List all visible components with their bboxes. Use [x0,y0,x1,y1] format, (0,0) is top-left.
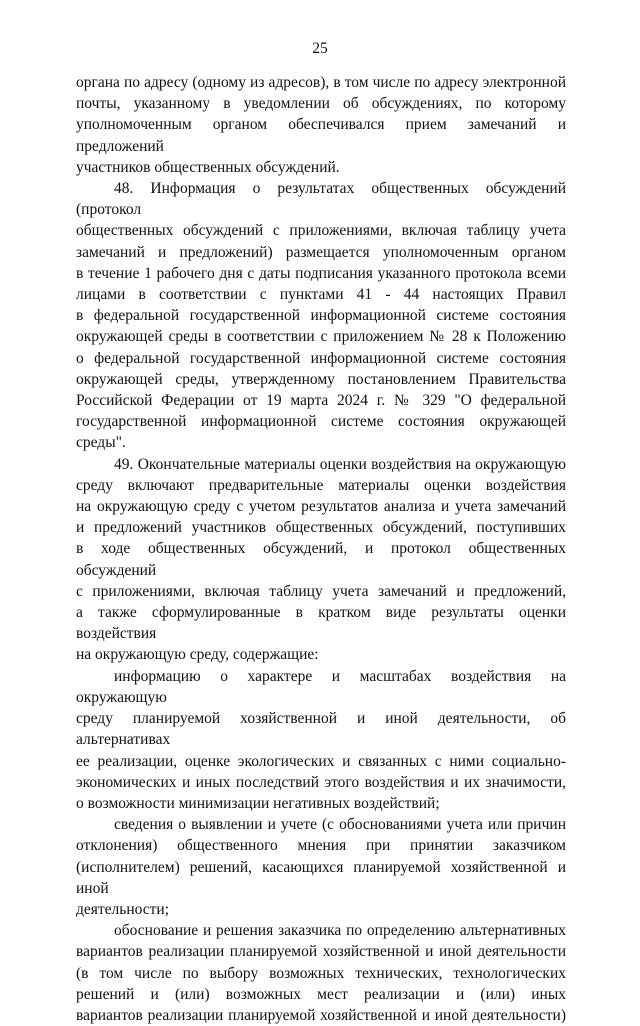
text-line: в федеральной государственной информационной системе состояния [76,307,566,325]
text-line: лицами в соответствии с пунктами 41 - 44 настоящих Правил [76,286,566,304]
text-line: государственной информационной системе состояния окружающей [76,413,566,431]
text-line: окружающей среды в соответствии с приложением № 28 к Положению [76,328,566,346]
document-body [76,72,566,1026]
text-line: решений и (или) возможных мест реализации и (или) иных [76,985,566,1003]
text-line: участников общественных обсуждений. [76,158,340,176]
text-line: вариантов реализации планируемой хозяйственной и иной деятельности [76,943,566,961]
text-line: 48. Информация о результатах общественных обсуждений (протокол [76,180,566,219]
text-line: отклонения) общественного мнения при принятии заказчиком [76,837,566,855]
text-line: Российской Федерации от 19 марта 2024 г. № 329 "О федеральной [76,392,566,410]
text-line: сведения о выявлении и учете (с обоснованиями учета или причин [114,816,566,834]
text-line: уполномоченным органом обеспечивался прием замечаний и предложений [76,116,566,155]
text-line: (в том числе по выбору возможных технических, технологических [76,964,566,982]
text-line: органа по адресу (одному из адресов), в том числе по адресу электронной [76,74,566,91]
text-line: среду планируемой хозяйственной и иной деятельности, об альтернативах [76,710,566,749]
text-line: о возможности минимизации негативных воздействий; [76,794,440,812]
text-line: (исполнителем) решений, касающихся планируемой хозяйственной и иной [76,858,566,897]
text-line: общественных обсуждений с приложениями, включая таблицу учета [76,222,566,240]
text-line: и предложений участников общественных обсуждений, поступивших [76,519,566,537]
text-line: на окружающую среду, содержащие: [76,646,319,664]
text-line: 49. Окончательные материалы оценки воздействия на окружающую [114,455,566,473]
text-line: информацию о характере и масштабах воздействия на окружающую [76,667,566,706]
text-line: обоснование и решения заказчика по определению альтернативных [114,922,566,940]
text-line: окружающей среды, утвержденному постановлением Правительства [76,370,566,388]
text-line: с приложениями, включая таблицу учета замечаний и предложений, [76,582,566,600]
text-line: среду включают предварительные материалы оценки воздействия [76,476,566,494]
text-line: о федеральной государственной информационной системе состояния [76,349,566,367]
text-line: деятельности; [76,900,170,918]
text-line: экономических и иных последствий этого воздействия и их значимости, [76,773,566,791]
text-line: на окружающую среду с учетом результатов анализа и учета замечаний [76,498,566,516]
text-line: вариантов реализации планируемой хозяйственной и иной деятельности) [76,1006,566,1024]
text-line: в ходе общественных обсуждений, и протокол общественных обсуждений [76,540,566,579]
text-line: почты, указанному в уведомлении об обсуждениях, по которому [76,95,566,113]
text-line: среды". [76,434,126,452]
page-number: 25 [312,40,328,57]
text-line: ее реализации, оценке экологических и связанных с ними социально- [76,752,566,770]
text-line: в течение 1 рабочего дня с даты подписания указанного протокола всеми [76,264,566,282]
text-line: а также сформулированные в кратком виде результаты оценки воздействия [76,604,566,643]
text-line: замечаний и предложений) размещается уполномоченным органом [76,243,566,261]
